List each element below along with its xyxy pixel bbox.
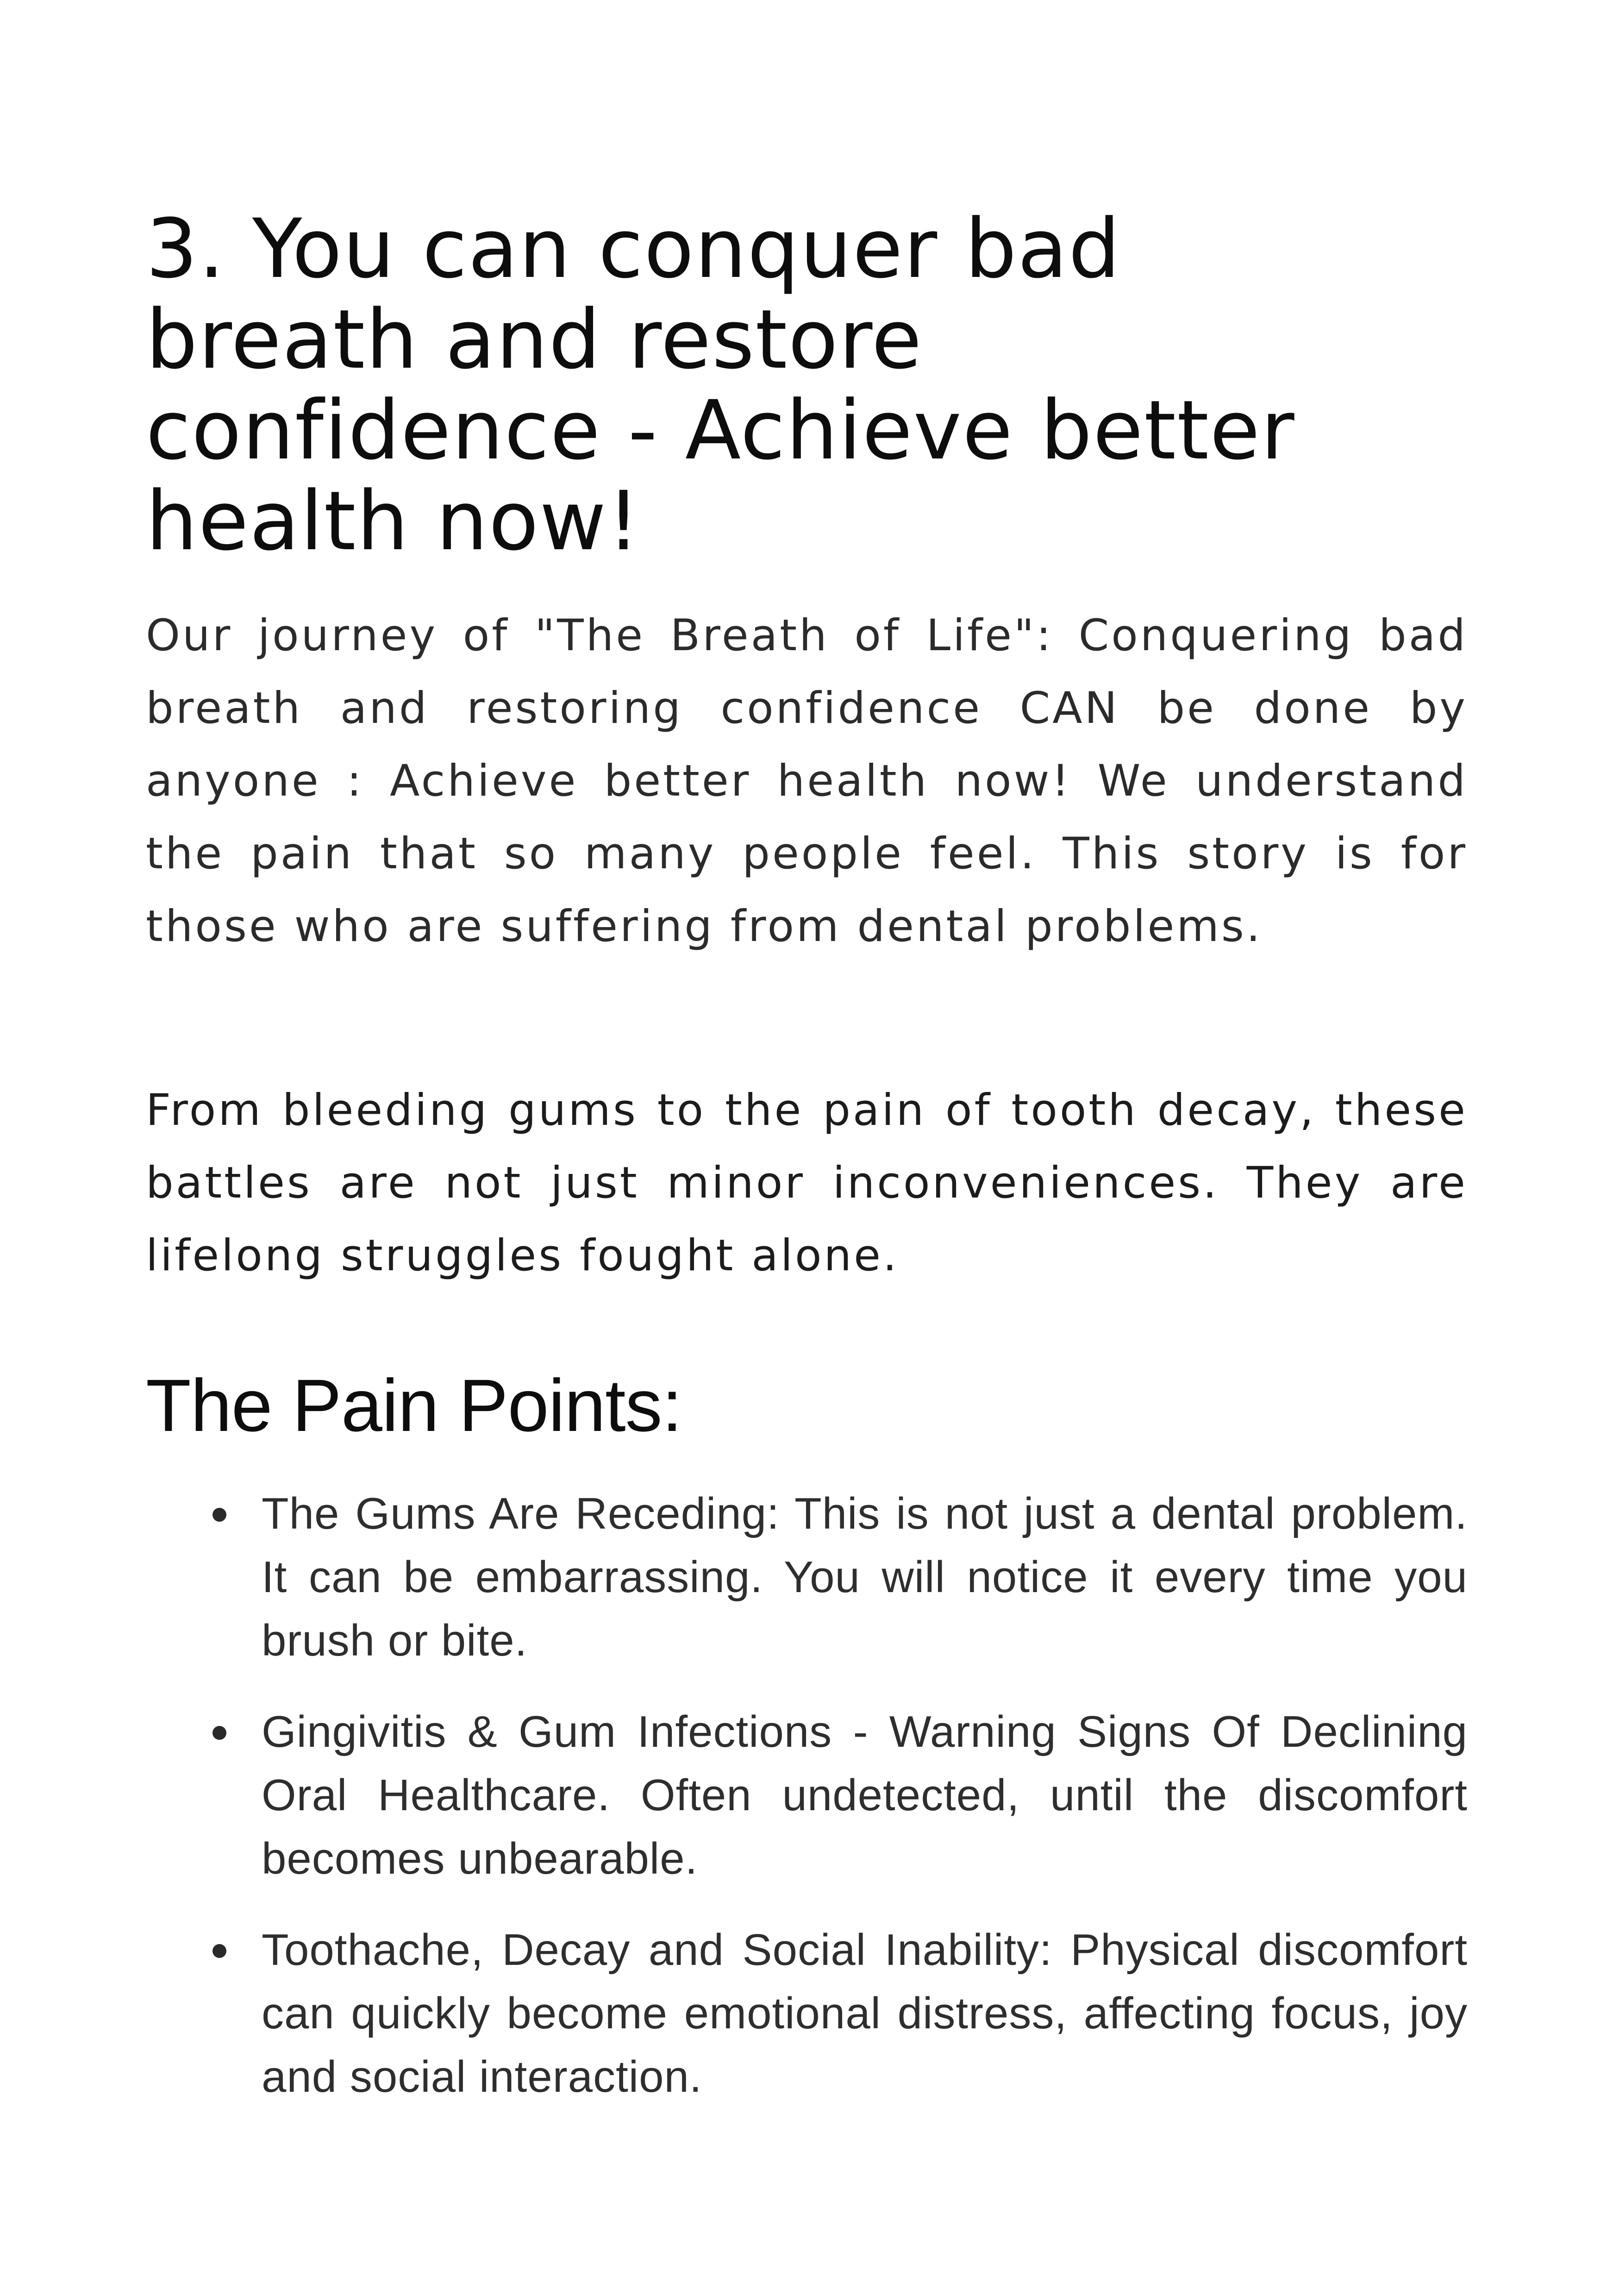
list-item xyxy=(146,1482,1468,1672)
intro-paragraph: Our journey of "The Breath of Life": Conquering bad breath and restoring confidence CAN be done by anyone : Achieve better health now! We understand the pain that so many people feel. This story is for those who are suffering from dental problems. xyxy=(146,610,1468,952)
pain-point-text: Gingivitis & Gum Infections - Warning Signs Of Declining Oral Healthcare. Often undetected, until the discomfort becomes unbearable. xyxy=(262,1707,1468,1883)
bullet-icon xyxy=(213,1944,226,1958)
page-title: 3. You can conquer bad breath and restore confidence - Achieve better health now! xyxy=(146,201,1295,569)
pain-point-text: The Gums Are Receding: This is not just a dental problem. It can be embarrassing. You will notice it every time you brush or bite. xyxy=(262,1489,1468,1665)
list-item xyxy=(146,1700,1468,1890)
struggles-paragraph: From bleeding gums to the pain of tooth decay, these battles are not just minor inconveniences. They are lifelong struggles fought alone. xyxy=(146,1085,1468,1281)
pain-points-list xyxy=(146,1482,1468,2108)
document-content xyxy=(146,201,1468,2136)
bullet-icon xyxy=(213,1726,226,1740)
bullet-icon xyxy=(213,1508,226,1522)
pain-points-heading: The Pain Points: xyxy=(146,1364,682,1447)
list-item xyxy=(146,1918,1468,2108)
pain-point-text: Toothache, Decay and Social Inability: Physical discomfort can quickly become emotional distress, affecting focus, joy and social interaction. xyxy=(262,1925,1468,2102)
